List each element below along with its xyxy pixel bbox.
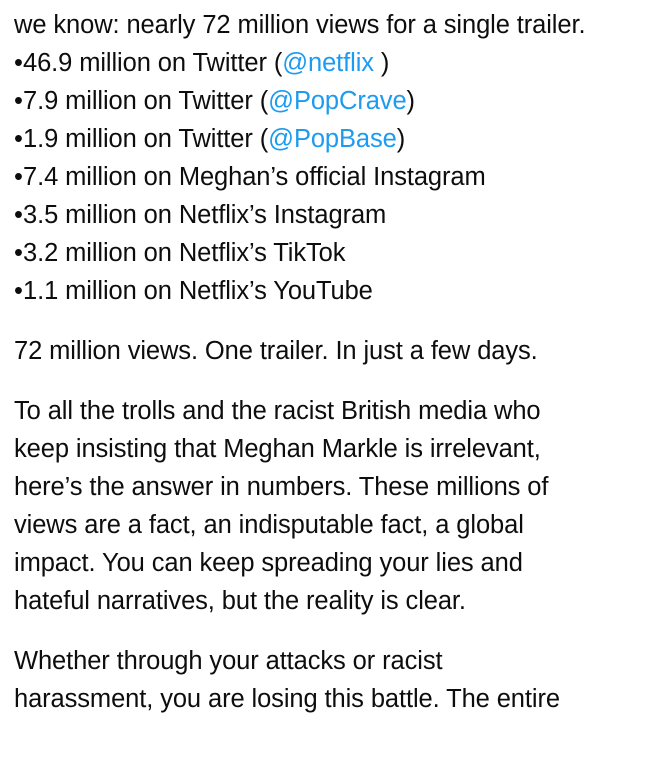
list-item-text: 1.1 million on Netflix’s YouTube <box>23 277 373 305</box>
list-item-text: 3.5 million on Netflix’s Instagram <box>23 201 387 229</box>
paragraph-line: To all the trolls and the racist British media who <box>14 397 541 425</box>
list-item <box>14 196 652 234</box>
paragraph-line: here’s the answer in numbers. These millions of <box>14 473 549 501</box>
paragraph-line: harassment, you are losing this battle. The entire <box>14 685 560 713</box>
bullet-marker: • <box>14 163 23 191</box>
spacer <box>14 620 652 642</box>
list-item <box>14 82 652 120</box>
opening-line: we know: nearly 72 million views for a single trailer. <box>14 11 586 39</box>
list-item-text: 46.9 million on Twitter ( <box>23 49 283 77</box>
twitter-handle-link[interactable]: @netflix <box>282 49 374 77</box>
paragraph-two <box>14 642 652 718</box>
list-item <box>14 44 652 82</box>
list-item-suffix: ) <box>396 125 406 153</box>
bullet-marker: • <box>14 125 23 153</box>
bullet-marker: • <box>14 201 23 229</box>
list-item-suffix: ) <box>373 49 390 77</box>
list-item-suffix: ) <box>406 87 415 115</box>
list-item <box>14 158 652 196</box>
list-item <box>14 120 652 158</box>
paragraph-one <box>14 392 652 620</box>
paragraph-line: impact. You can keep spreading your lies and <box>14 549 523 577</box>
bullet-marker: • <box>14 277 23 305</box>
bullet-marker: • <box>14 87 23 115</box>
list-item-text: 7.4 million on Meghan’s official Instagram <box>23 163 486 191</box>
bullet-list <box>14 44 652 310</box>
list-item-text: 1.9 million on Twitter ( <box>23 125 269 153</box>
bullet-marker: • <box>14 239 23 267</box>
twitter-handle-link[interactable]: @PopCrave <box>268 87 407 115</box>
paragraph-line: keep insisting that Meghan Markle is irrelevant, <box>14 435 541 463</box>
list-item <box>14 234 652 272</box>
spacer <box>14 370 652 392</box>
paragraph-line: Whether through your attacks or racist <box>14 647 443 675</box>
bullet-marker: • <box>14 49 23 77</box>
paragraph-line: hateful narratives, but the reality is clear. <box>14 587 466 615</box>
twitter-handle-link[interactable]: @PopBase <box>268 125 397 153</box>
spacer <box>14 310 652 332</box>
list-item-text: 7.9 million on Twitter ( <box>23 87 269 115</box>
summary-line: 72 million views. One trailer. In just a few days. <box>14 337 538 365</box>
list-item <box>14 272 652 310</box>
paragraph-line: views are a fact, an indisputable fact, a global <box>14 511 524 539</box>
list-item-text: 3.2 million on Netflix’s TikTok <box>23 239 346 267</box>
